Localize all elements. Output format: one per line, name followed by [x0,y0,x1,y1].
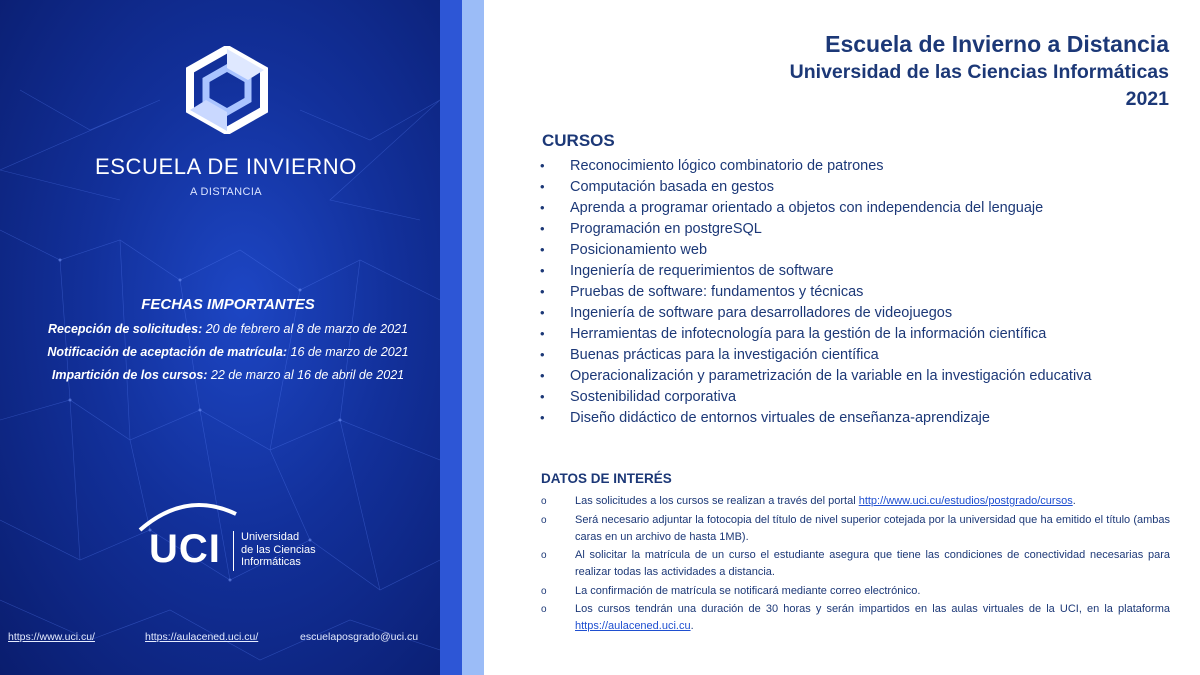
cursos-list [540,155,1092,428]
dato-item: o La confirmación de matrícula se notificará mediante correo electrónico. [541,584,921,597]
curso-item: • Aprenda a programar orientado a objetos con independencia del lenguaje [540,200,1044,216]
header-university: Universidad de las Ciencias Informáticas [789,61,1169,83]
curso-item: • Diseño didáctico de entornos virtuales de enseñanza-aprendizaje [540,410,990,426]
datos-title: DATOS DE INTERÉS [541,471,672,486]
curso-item: • Buenas prácticas para la investigación científica [540,347,879,363]
footer-link-aulacened[interactable]: https://aulacened.uci.cu/ [145,631,259,643]
uci-name: Universidad de las Ciencias Informáticas [241,531,316,568]
uci-logo-divider [233,531,234,571]
dato-item: o Las solicitudes a los cursos se realizan a través del portal http://www.uci.cu/estudios/postgrado/cursos. [541,495,1076,507]
fecha-recepcion: Recepción de solicitudes: 20 de febrero al 8 de marzo de 2021 [48,322,408,336]
curso-item: • Sostenibilidad corporativa [540,389,737,405]
left-panel [0,0,440,675]
datos-list [541,493,1170,637]
curso-item: • Programación en postgreSQL [540,221,762,237]
cursos-title: CURSOS [542,131,615,150]
dato-item: o Los cursos tendrán una duración de 30 horas y serán impartidos en las aulas virtuales de la UCI, en la plataforma https://aulacened.uci.cu. [541,603,1170,632]
page-header [790,30,1169,112]
curso-item: • Herramientas de infotecnología para la gestión de la información científica [540,326,1047,342]
curso-item: • Reconocimiento lógico combinatorio de patrones [540,158,884,174]
decorative-strip-light [462,0,484,675]
link-aulacened[interactable]: https://aulacened.uci.cu [575,620,691,632]
curso-item: • Computación basada en gestos [540,179,774,195]
dato-item: o Será necesario adjuntar la fotocopia del título de nivel superior cotejada por la universidad que ha emitido el título (ambas caras en un archivo de hasta 1MB). [541,513,1170,543]
uci-logo-text: UCI [149,527,221,571]
curso-item: • Ingeniería de requerimientos de software [540,263,834,279]
link-cursos-postgrado[interactable]: http://www.uci.cu/estudios/postgrado/cursos [858,495,1073,507]
footer-email[interactable]: escuelaposgrado@uci.cu [300,631,419,643]
fecha-imparticion: Impartición de los cursos: 22 de marzo al 16 de abril de 2021 [51,368,405,382]
fechas-title: FECHAS IMPORTANTES [141,296,315,313]
fecha-notificacion: Notificación de aceptación de matrícula: 16 de marzo de 2021 [47,345,409,359]
curso-item: • Posicionamiento web [540,242,708,258]
decorative-strip-dark [440,0,462,675]
curso-item: • Pruebas de software: fundamentos y técnicas [540,284,864,300]
hexagon-logo-icon [186,46,268,134]
footer-link-uci[interactable]: https://www.uci.cu/ [8,631,95,643]
header-title: Escuela de Invierno a Distancia [825,31,1169,57]
header-year: 2021 [1125,88,1169,110]
school-subtitle: A DISTANCIA [189,186,263,198]
curso-item: • Operacionalización y parametrización de la variable en la investigación educativa [540,368,1092,384]
curso-item: • Ingeniería de software para desarrolladores de videojuegos [540,305,953,321]
dato-item: o Al solicitar la matrícula de un curso el estudiante asegura que tiene las condiciones de conectividad necesarias para realizar todas las actividades a distancia. [541,549,1170,578]
school-title: ESCUELA DE INVIERNO [94,154,358,179]
